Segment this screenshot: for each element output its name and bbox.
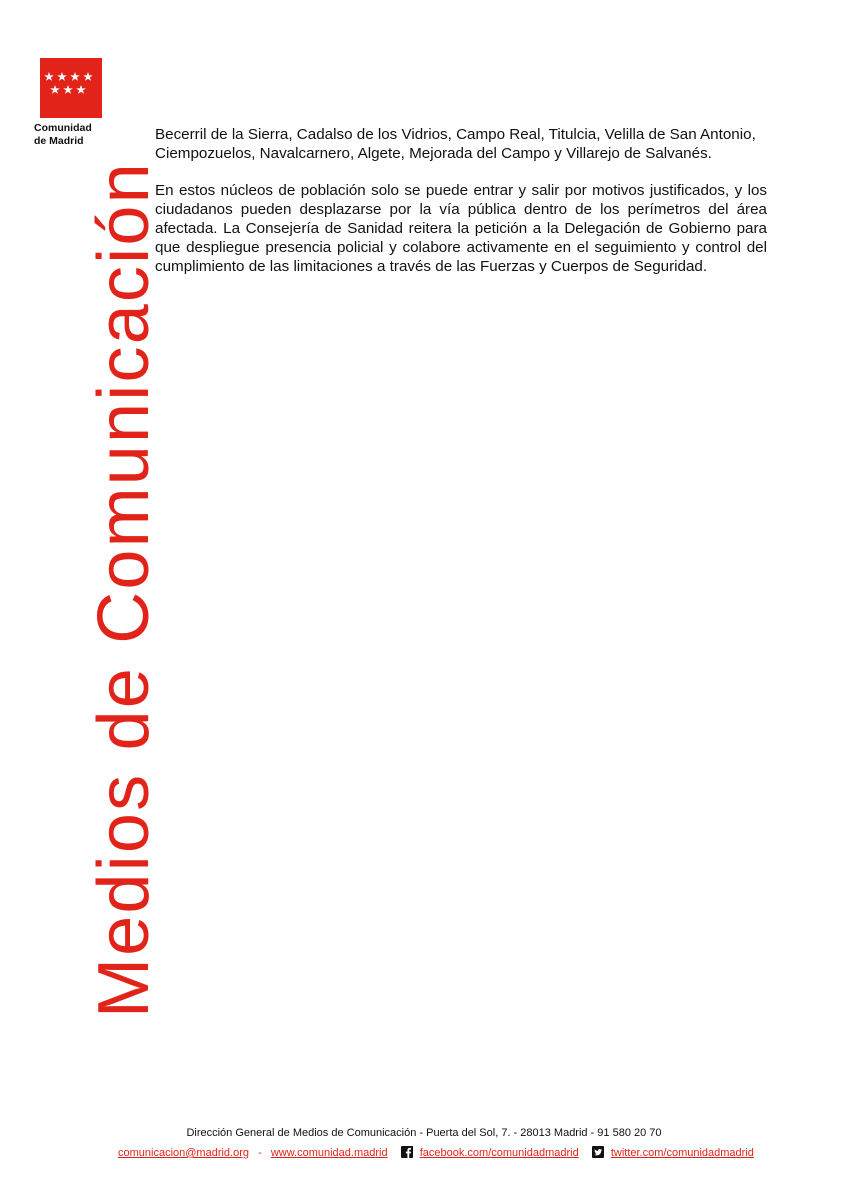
- seven-stars-emblem: [40, 58, 102, 118]
- footer-address: Dirección General de Medios de Comunicación - Puerta del Sol, 7. - 28013 Madrid - 91 580 20 70: [186, 1127, 662, 1139]
- website-link[interactable]: www.comunidad.madrid: [270, 1147, 388, 1159]
- footer-links: [118, 1146, 818, 1159]
- paragraph-restrictions: En estos núcleos de población solo se puede entrar y salir por motivos justificados, y los ciudadanos pueden desplazarse por la vía pública dentro de los perímetros del área afectada. La Consejería de Sanidad reitera la petición a la Delegación de Gobierno para que despliegue presencia policial y colabore activamente en el seguimiento y control del cumplimiento de las limitaciones a través de las Fuerzas y Cuerpos de Seguridad.: [155, 182, 767, 275]
- footer-separator: -: [258, 1147, 262, 1159]
- comunidad-madrid-logo: [40, 58, 102, 118]
- twitter-link[interactable]: twitter.com/comunidadmadrid: [610, 1147, 754, 1159]
- document-body: [155, 125, 767, 294]
- paragraph-municipalities: Becerril de la Sierra, Cadalso de los Vidrios, Campo Real, Titulcia, Velilla de San Antonio, Ciempozuelos, Navalcarnero, Algete, Mejorada del Campo y Villarejo de Salvanés.: [155, 126, 756, 162]
- facebook-link[interactable]: facebook.com/comunidadmadrid: [419, 1147, 579, 1159]
- facebook-icon: [401, 1146, 413, 1158]
- twitter-icon: [592, 1146, 604, 1158]
- medios-de-comunicacion-title: Medios de Comunicación: [84, 161, 164, 1018]
- logo-text: [34, 122, 124, 148]
- logo-name-line1: Comunidad: [34, 122, 92, 134]
- logo-name-line2: de Madrid: [34, 135, 84, 147]
- email-link[interactable]: comunicacion@madrid.org: [118, 1147, 250, 1159]
